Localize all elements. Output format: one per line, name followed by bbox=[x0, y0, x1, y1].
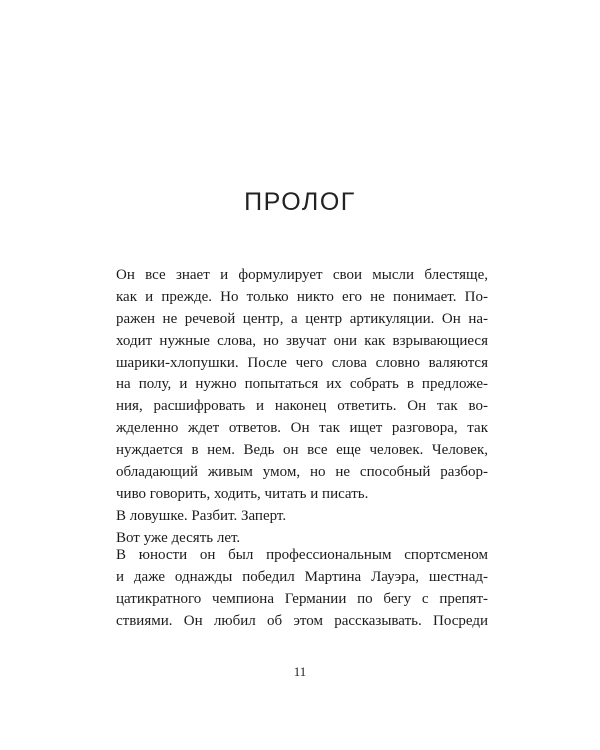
paragraph-2 bbox=[116, 545, 488, 633]
text-line: ходит нужные слова, но звучат они как взрывающиеся bbox=[116, 332, 488, 349]
text-line: Вот уже десять лет. bbox=[116, 529, 241, 546]
chapter-title: ПРОЛОГ bbox=[244, 188, 356, 216]
text-line: чиво говорить, ходить, читать и писать. bbox=[116, 485, 369, 502]
text-line: Он все знает и формулирует свои мысли блестяще, bbox=[116, 267, 488, 283]
text-line: В юности он был профессиональным спортсменом bbox=[116, 547, 488, 563]
text-line: жделенно ждет ответов. Он так ищет разговора, так bbox=[116, 420, 488, 437]
text-line: В ловушке. Разбит. Заперт. bbox=[116, 507, 287, 524]
text-line: шарики-хлопушки. После чего слова словно валяются bbox=[116, 354, 488, 371]
text-line: обладающий живым умом, но не способный разбор- bbox=[116, 464, 488, 481]
text-line: цатикратного чемпиона Германии по бегу с препят- bbox=[116, 590, 488, 607]
text-line: нуждается в нем. Ведь он все еще человек. Человек, bbox=[116, 442, 488, 459]
page-number: 11 bbox=[293, 664, 307, 679]
text-line: ствиями. Он любил об этом рассказывать. Посреди bbox=[116, 612, 488, 629]
text-line: как и прежде. Но только никто его не понимает. По- bbox=[116, 288, 488, 305]
paragraph-1 bbox=[116, 265, 488, 550]
text-line: и даже однажды победил Мартина Лауэра, шестнад- bbox=[116, 568, 488, 585]
text-line: ражен не речевой центр, а центр артикуляции. Он на- bbox=[116, 310, 488, 327]
text-line: ния, расшифровать и наконец ответить. Он так во- bbox=[116, 398, 488, 415]
text-line: на полу, и нужно попытаться их собрать в предложе- bbox=[116, 376, 488, 393]
